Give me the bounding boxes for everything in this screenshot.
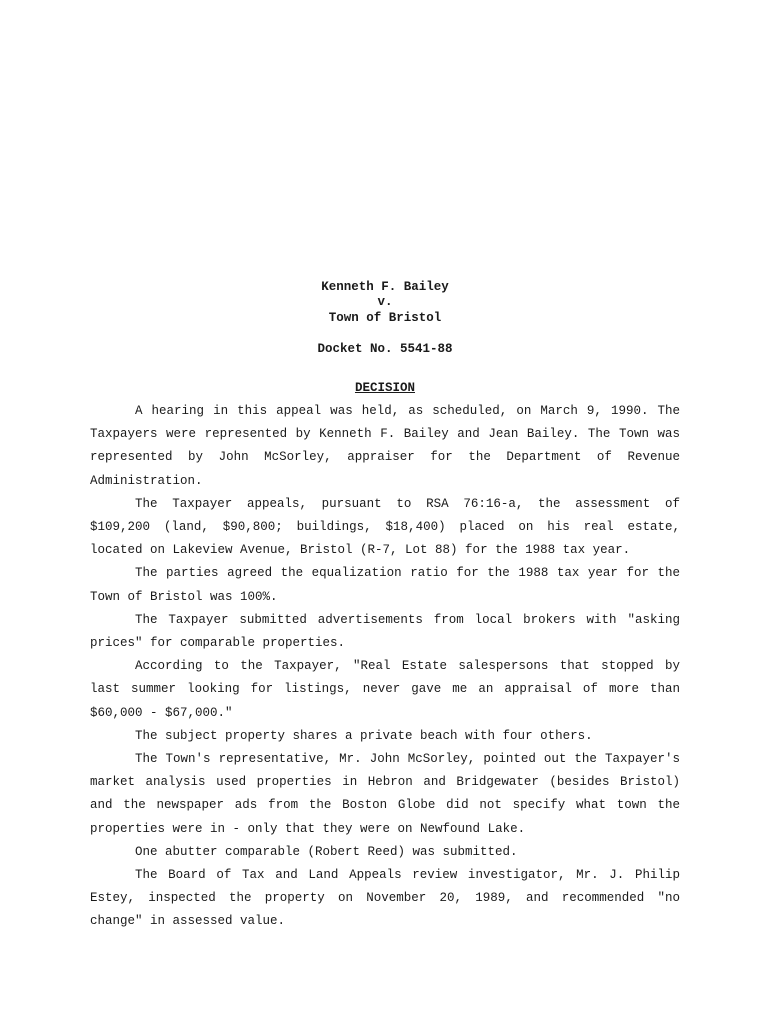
docket-number: Docket No. 5541-88 [317,342,453,356]
paragraph-advertisements: The Taxpayer submitted advertisements from local brokers with "asking prices" for comparable properties. [90,612,680,651]
paragraph-taxpayer-quote: According to the Taxpayer, "Real Estate salespersons that stopped by last summer looking for listings, never gave me an appraisal of more than $60,000 - $67,000." [90,659,680,720]
decision-heading: DECISION [354,381,415,395]
versus-label: v. [377,295,393,309]
paragraph-review-investigator: The Board of Tax and Land Appeals review investigator, Mr. J. Philip Estey, inspected the property on November 20, 1989, and recommended "no change" in assessed value. [90,868,680,929]
decision-body [90,400,680,934]
paragraph-abutter-comparable: One abutter comparable (Robert Reed) was submitted. [135,844,518,859]
paragraph-private-beach: The subject property shares a private beach with four others. [135,728,593,743]
respondent-name: Town of Bristol [328,311,442,325]
paragraph-appeal: The Taxpayer appeals, pursuant to RSA 76:16-a, the assessment of $109,200 (land, $90,800; buildings, $18,400) placed on his real estate, located on Lakeview Avenue, Bristol (R-7, Lot 88) for the 1988 tax year. [90,496,680,558]
paragraph-town-representative: The Town's representative, Mr. John McSorley, pointed out the Taxpayer's market analysis used properties in Hebron and Bridgewater (besides Bristol) and the newspaper ads from the Boston Globe did not specify what town the properties were in - only that they were on Newfound Lake. [90,752,680,836]
petitioner-name: Kenneth F. Bailey [321,280,449,294]
paragraph-hearing: A hearing in this appeal was held, as scheduled, on March 9, 1990. The Taxpayers were represented by Kenneth F. Bailey and Jean Bailey. The Town was represented by John McSorley, appraiser for the Department of Revenue Administration. [90,404,680,488]
paragraph-equalization-ratio: The parties agreed the equalization ratio for the 1988 tax year for the Town of Bristol was 100%. [90,566,680,604]
